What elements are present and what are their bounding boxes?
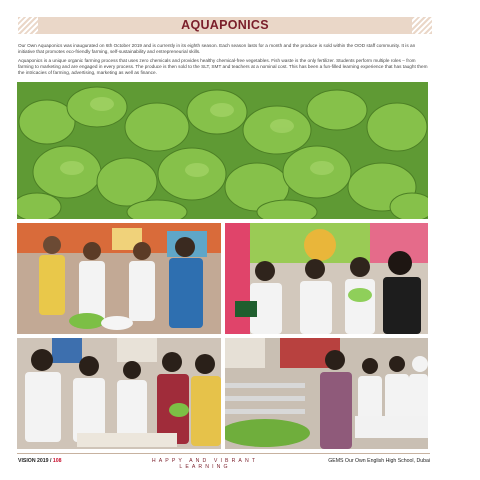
students-photo-3 (17, 338, 221, 449)
page-title: AQUAPONICS (181, 18, 269, 32)
aquaponics-system-photo (225, 338, 428, 449)
page-number: 108 (52, 458, 62, 464)
footer-divider (17, 453, 430, 454)
intro-paragraph: Our Own Aquaponics was inaugurated on 6th October 2019 and is currently in its eighth season. Each season lasts for a month and the produce is sold within the OOD staff community. It is an initiative that promotes eco-friendly farming, self-sustainability and entrepreneurial skills. (18, 43, 416, 55)
students-photo-1 (17, 223, 221, 334)
magazine-label: VISION 2019 / (18, 458, 53, 464)
footer-tagline: HAPPY AND VIBRANT LEARNING (151, 458, 259, 470)
lettuce-photo (17, 82, 428, 219)
students-photo-2 (225, 223, 428, 334)
description-paragraph: Aquaponics is a unique organic farming process that uses zero chemicals and provides healthy chemical-free vegetables. Fish waste is the only fertilizer. Students perform multiple roles – from farming to marketing and are engaged in every process. The produce is then sold to the SLT, SMT and teachers at a nominal cost. This has been a fun-filled learning experience that has taught them the intricacies of farming, advertising, marketing as well as finance. (18, 58, 428, 76)
title-banner (18, 17, 432, 34)
footer-school: GEMS Our Own English High School, Dubai (328, 458, 430, 464)
footer-magazine (18, 458, 62, 464)
